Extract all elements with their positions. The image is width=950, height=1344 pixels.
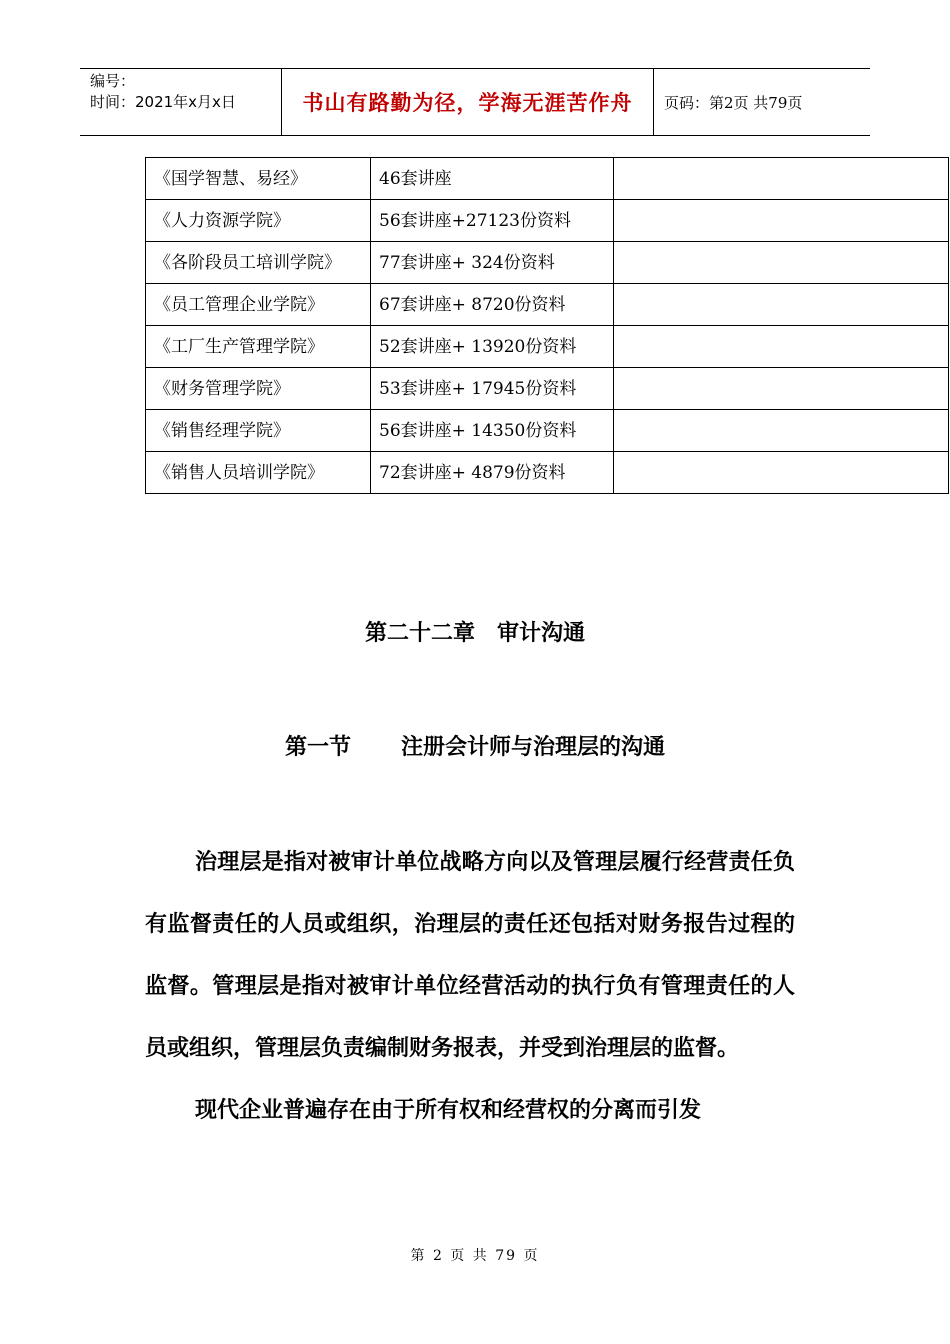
table-cell-content: 46套讲座 xyxy=(371,158,614,200)
table-cell-content: 56套讲座+27123份资料 xyxy=(371,200,614,242)
course-catalog-table xyxy=(145,157,949,494)
document-number-label: 编号： xyxy=(90,72,136,90)
table-row xyxy=(146,200,949,242)
section-title: 注册会计师与治理层的沟通 xyxy=(401,735,666,760)
chapter-title: 第二十二章 审计沟通 xyxy=(364,621,585,646)
table-row xyxy=(146,368,949,410)
table-cell-note xyxy=(614,326,949,368)
table-cell-note xyxy=(614,284,949,326)
page-header xyxy=(80,68,870,136)
table-cell-note xyxy=(614,410,949,452)
table-row xyxy=(146,158,949,200)
table-row xyxy=(146,242,949,284)
section-heading xyxy=(0,730,950,761)
table-cell-note xyxy=(614,452,949,494)
header-meta xyxy=(80,69,282,135)
section-number: 第一节 xyxy=(284,735,351,760)
table-cell-note xyxy=(614,200,949,242)
table-cell-content: 77套讲座+ 324份资料 xyxy=(371,242,614,284)
table-row xyxy=(146,410,949,452)
catalog-body xyxy=(146,158,949,494)
table-cell-note xyxy=(614,368,949,410)
table-cell-content: 52套讲座+ 13920份资料 xyxy=(371,326,614,368)
table-cell-name: 《员工管理企业学院》 xyxy=(146,284,371,326)
table-cell-note xyxy=(614,242,949,284)
table-row xyxy=(146,326,949,368)
table-cell-name: 《销售人员培训学院》 xyxy=(146,452,371,494)
table-cell-content: 56套讲座+ 14350份资料 xyxy=(371,410,614,452)
table-row xyxy=(146,284,949,326)
header-motto: 书山有路勤为径，学海无涯苦作舟 xyxy=(282,69,654,135)
table-cell-name: 《工厂生产管理学院》 xyxy=(146,326,371,368)
table-cell-note xyxy=(614,158,949,200)
table-cell-content: 72套讲座+ 4879份资料 xyxy=(371,452,614,494)
table-cell-name: 《销售经理学院》 xyxy=(146,410,371,452)
body-text xyxy=(145,832,795,1142)
table-cell-name: 《各阶段员工培训学院》 xyxy=(146,242,371,284)
table-cell-name: 《财务管理学院》 xyxy=(146,368,371,410)
table-cell-name: 《人力资源学院》 xyxy=(146,200,371,242)
paragraph: 现代企业普遍存在由于所有权和经营权的分离而引发 xyxy=(195,1098,702,1123)
table-cell-content: 53套讲座+ 17945份资料 xyxy=(371,368,614,410)
document-time-label: 时间：2021年x月x日 xyxy=(90,93,236,111)
paragraph: 治理层是指对被审计单位战略方向以及管理层履行经营责任负有监督责任的人员或组织，治理层的责任还包括对财务报告过程的监督。管理层是指对被审计单位经营活动的执行负有管理责任的人员或组织，管理层负责编制财务报表，并受到治理层的监督。 xyxy=(145,850,795,1061)
header-page-info: 页码：第2页 共79页 xyxy=(664,93,803,112)
table-row xyxy=(146,452,949,494)
page-footer: 第 2 页 共 79 页 xyxy=(410,1248,540,1264)
table-cell-content: 67套讲座+ 8720份资料 xyxy=(371,284,614,326)
table-cell-name: 《国学智慧、易经》 xyxy=(146,158,371,200)
